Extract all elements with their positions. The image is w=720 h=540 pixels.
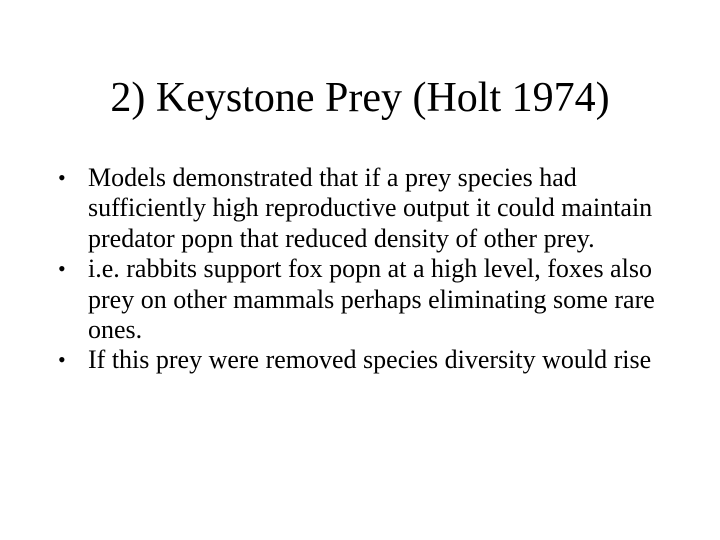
bullet-item [58,254,658,345]
slide-title: 2) Keystone Prey (Holt 1974) [110,75,610,121]
bullet-list [58,163,658,376]
bullet-item [58,163,658,254]
bullet-marker: • [58,347,66,373]
bullet-marker: • [58,256,66,282]
bullet-text: i.e. rabbits support fox popn at a high level, foxes also prey on other mammals perhaps eliminating some rare ones. [88,254,655,345]
bullet-item [58,345,658,375]
bullet-marker: • [58,165,66,190]
bullet-text: Models demonstrated that if a prey species had sufficiently high reproductive output it could maintain predator popn that reduced density of other prey. [88,163,653,253]
bullet-text: If this prey were removed species diversity would rise [88,345,652,375]
